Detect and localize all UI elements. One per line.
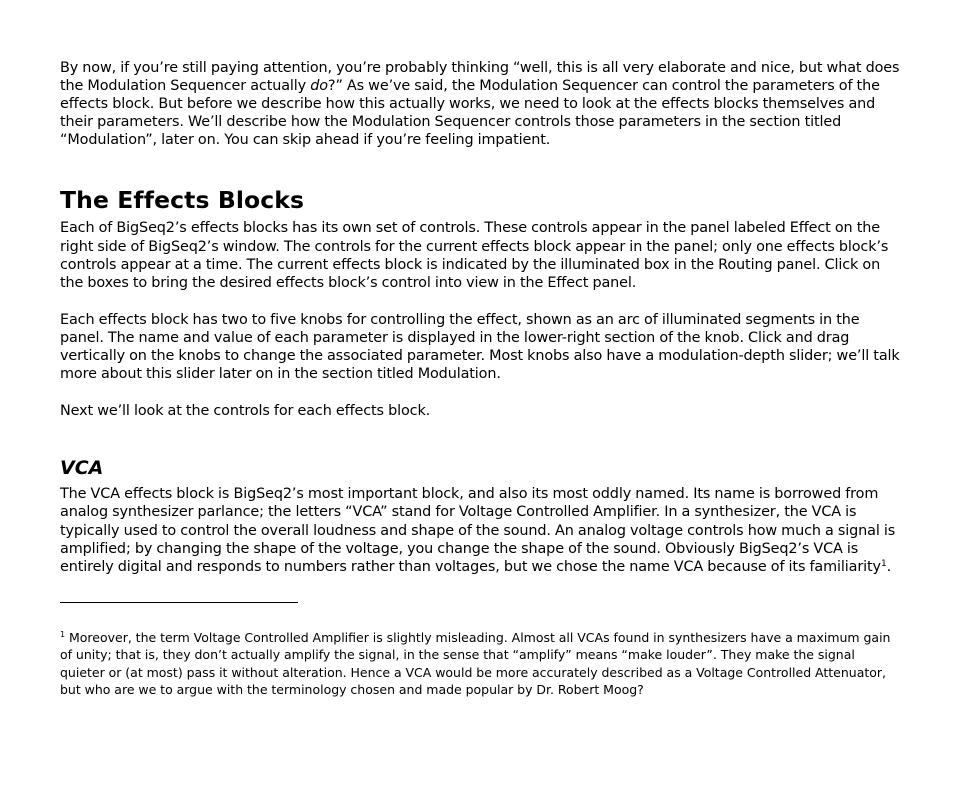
footnote-mark: 1 <box>60 629 66 639</box>
effects-blocks-paragraph-3: Next we’ll look at the controls for each effects block. <box>60 403 431 420</box>
intro-paragraph <box>60 59 900 149</box>
vca-paragraph-text: The VCA effects block is BigSeq2’s most important block, and also its most oddly named. Its name is borrowed from analog synthesizer parlance; the letters “VCA” stand for Voltage Controlled Amplifier. In a synthesizer, the VCA is typically used to control the overall loudness and shape of the sound. An analog voltage controls how much a signal is amplified; by changing the shape of the voltage, you change the shape of the sound. Obviously BigSeq2’s VCA is entirely digital and responds to numbers rather than voltages, but we chose the name VCA because of its familiarity <box>60 486 896 575</box>
effects-blocks-heading: The Effects Blocks <box>60 186 305 215</box>
footnote-separator <box>60 602 298 603</box>
footnote-text: Moreover, the term Voltage Controlled Amplifier is slightly misleading. Almost all VCAs found in synthesizers have a maximum gain of unity; that is, they don’t actually amplify the signal, in the sense that “amplify” means “make louder”. They make the signal quieter or (at most) pass it without alteration. Hence a VCA would be more accurately described as a Voltage Controlled Attenuator, but who are we to argue with the terminology chosen and made popular by Dr. Robert Moog? <box>60 629 891 697</box>
intro-text-start: By now, if you’re still paying attention, you’re probably thinking “well, this is all very elaborate and nice, but what does the Modulation Sequencer actually <box>60 60 900 95</box>
vca-paragraph-end: . <box>886 558 892 575</box>
vca-paragraph <box>60 485 900 575</box>
intro-text-end: ?” As we’ve said, the Modulation Sequencer can control the parameters of the effects block. But before we describe how this actually works, we need to look at the effects blocks themselves and their parameters. We’ll describe how the Modulation Sequencer controls those parameters in the section titled “Modulation”, later on. You can skip ahead if you’re feeling impatient. <box>60 78 880 149</box>
document-page <box>60 59 900 698</box>
vca-heading: VCA <box>60 457 104 480</box>
footnote <box>60 629 900 699</box>
effects-blocks-paragraph-1: Each of BigSeq2’s effects blocks has its own set of controls. These controls appear in the panel labeled Effect on the right side of BigSeq2’s window. The controls for the current effects block appear in the panel; only one effects block’s controls appear at a time. The current effects block is indicated by the illuminated box in the Routing panel. Click on the boxes to bring the desired effects block’s control into view in the Effect panel. <box>60 220 889 291</box>
footnote-reference: 1 <box>880 558 887 569</box>
intro-emphasis: do <box>310 78 328 95</box>
effects-blocks-paragraph-2: Each effects block has two to five knobs for controlling the effect, shown as an arc of illuminated segments in the panel. The name and value of each parameter is displayed in the lower-right section of the knob. Click and drag vertically on the knobs to change the associated parameter. Most knobs also have a modulation-depth slider; we’ll talk more about this slider later on in the section titled Modulation. <box>60 311 900 383</box>
